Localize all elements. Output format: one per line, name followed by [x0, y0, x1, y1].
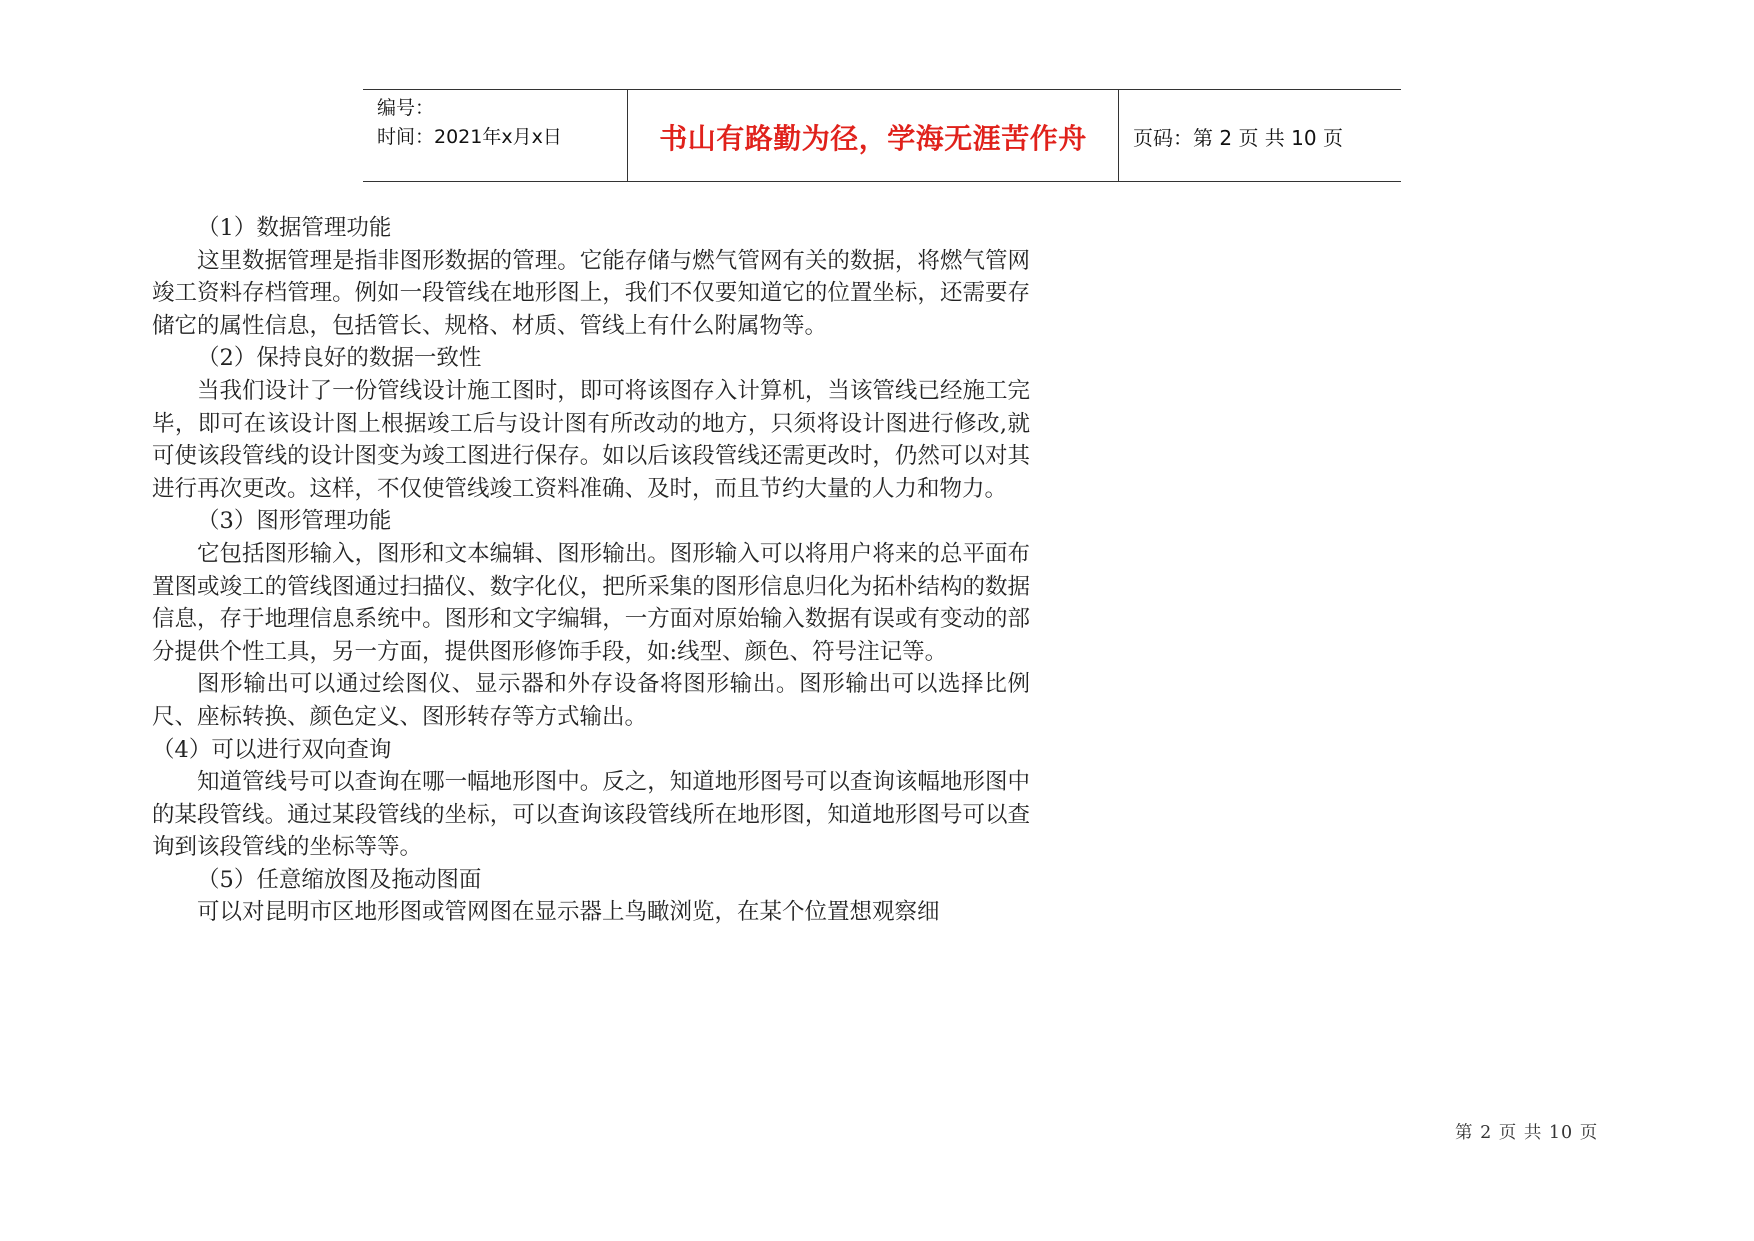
document-body — [152, 212, 1030, 929]
section-heading-4: （4）可以进行双向查询 — [152, 736, 392, 763]
header-meta — [363, 90, 628, 181]
number-label: 编号： — [377, 97, 435, 119]
section-heading-1: （1）数据管理功能 — [197, 215, 392, 241]
section-heading-3: （3）图形管理功能 — [197, 508, 392, 535]
page-footer: 第 2 页 共 10 页 — [1455, 1123, 1599, 1143]
header-page-label: 页码：第 2 页 共 10 页 — [1133, 126, 1343, 150]
paragraph: 当我们设计了一份管线设计施工图时，即可将该图存入计算机，当该管线已经施工完毕，即可在该设计图上根据竣工后与设计图有所改动的地方，只须将设计图进行修改,就可使该段管线的设计图变为竣工图进行保存。如以后该段管线还需更改时，仍然可以对其进行再次更改。这样，不仅使管线竣工资料准确、及时，而且节约大量的人力和物力。 — [152, 377, 1030, 502]
document-header — [363, 89, 1401, 182]
time-label: 时间：2021年x月x日 — [377, 126, 562, 148]
section-heading-2: （2）保持良好的数据一致性 — [197, 345, 482, 372]
header-motto: 书山有路勤为径，学海无涯苦作舟 — [628, 90, 1119, 181]
paragraph: 可以对昆明市区地形图或管网图在显示器上鸟瞰浏览，在某个位置想观察细 — [197, 899, 940, 926]
paragraph: 这里数据管理是指非图形数据的管理。它能存储与燃气管网有关的数据，将燃气管网竣工资料存档管理。例如一段管线在地形图上，我们不仅要知道它的位置坐标，还需要存储它的属性信息，包括管长、规格、材质、管线上有什么附属物等。 — [152, 247, 1030, 339]
paragraph: 图形输出可以通过绘图仪、显示器和外存设备将图形输出。图形输出可以选择比例尺、座标转换、颜色定义、图形转存等方式输出。 — [152, 671, 1030, 730]
paragraph: 它包括图形输入，图形和文本编辑、图形输出。图形输入可以将用户将来的总平面布置图或竣工的管线图通过扫描仪、数字化仪，把所采集的图形信息归化为拓朴结构的数据信息，存于地理信息系统中。图形和文字编辑，一方面对原始输入数据有误或有变动的部分提供个性工具，另一方面，提供图形修饰手段，如:线型、颜色、符号注记等。 — [152, 540, 1030, 665]
section-heading-5: （5）任意缩放图及拖动图面 — [197, 866, 482, 893]
paragraph: 知道管线号可以查询在哪一幅地形图中。反之，知道地形图号可以查询该幅地形图中的某段管线。通过某段管线的坐标，可以查询该段管线所在地形图，知道地形图号可以查询到该段管线的坐标等等。 — [152, 769, 1030, 861]
